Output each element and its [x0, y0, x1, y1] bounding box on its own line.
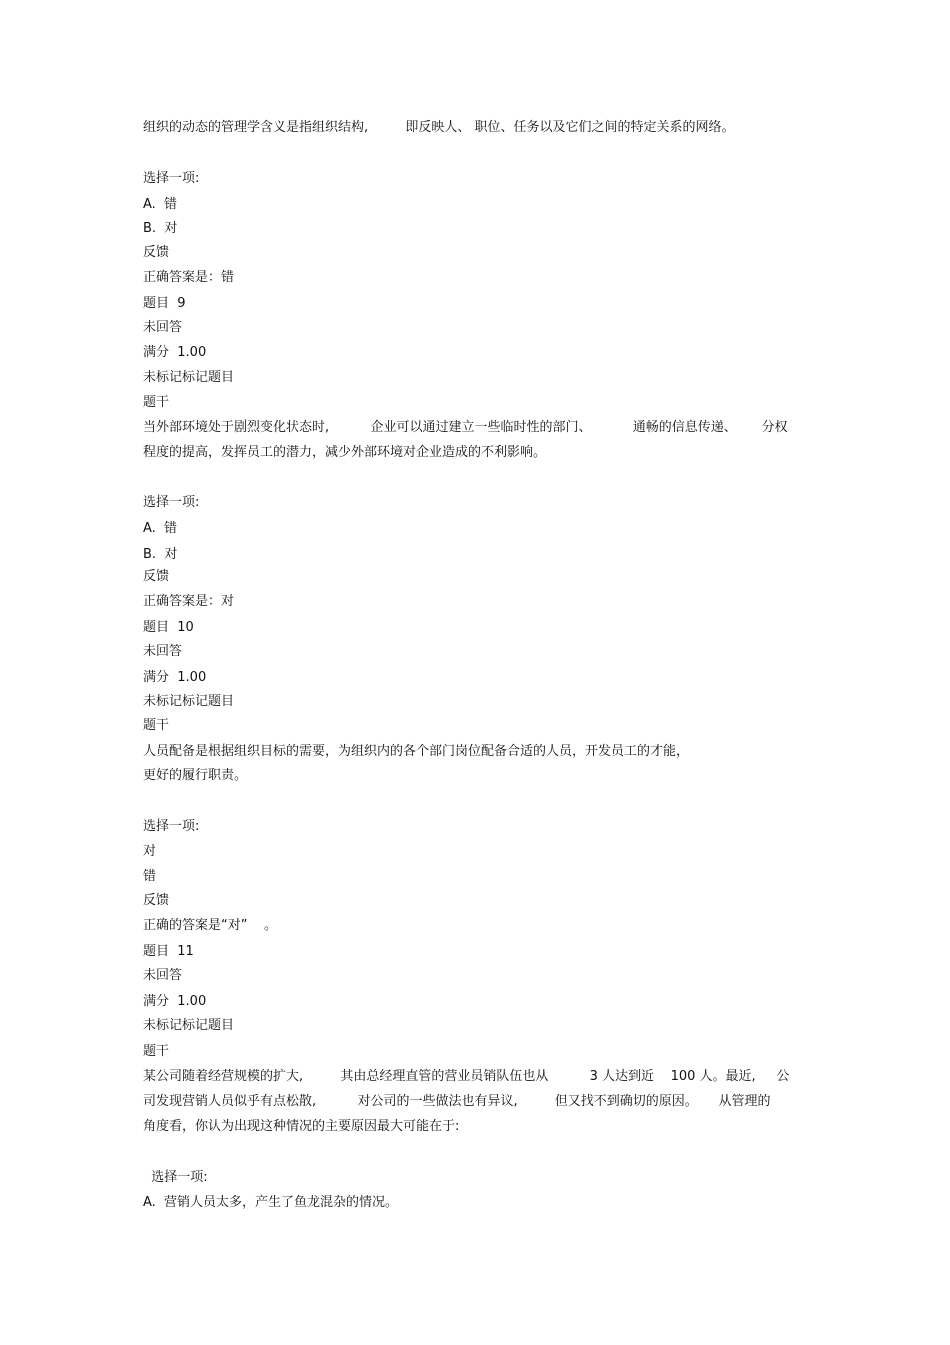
correct-answer: 正确答案是：错 [143, 270, 235, 285]
option-true[interactable]: 对 [143, 844, 157, 859]
question-score: 满分 1.00 [143, 670, 207, 685]
flag-question-link[interactable]: 未标记标记题目 [143, 694, 235, 709]
flag-question-link[interactable]: 未标记标记题目 [143, 1018, 235, 1033]
option-a[interactable]: A. 错 [143, 521, 178, 536]
question-11-stem-line-3: 角度看，你认为出现这种情况的主要原因最大可能在于: [143, 1119, 460, 1134]
option-b[interactable]: B. 对 [143, 547, 178, 562]
question-10-stem-line-2: 更好的履行职责。 [143, 768, 248, 783]
correct-answer: 正确的答案是“对” 。 [143, 918, 277, 933]
question-stem-heading: 题干 [143, 1044, 170, 1059]
flag-question-link[interactable]: 未标记标记题目 [143, 370, 235, 385]
question-number: 题目 10 [143, 620, 194, 635]
correct-answer: 正确答案是：对 [143, 594, 235, 609]
question-score: 满分 1.00 [143, 994, 207, 1009]
question-status: 未回答 [143, 968, 183, 983]
question-9-stem-line-2: 程度的提高，发挥员工的潜力，减少外部环境对企业造成的不利影响。 [143, 445, 547, 460]
feedback-heading: 反馈 [143, 893, 170, 908]
choose-one-label: 选择一项: [143, 819, 200, 834]
choose-one-label: 选择一项: [143, 1170, 208, 1185]
question-status: 未回答 [143, 320, 183, 335]
question-8-stem: 组织的动态的管理学含义是指组织结构, 即反映人、 职位、任务以及它们之间的特定关系的网络。 [143, 120, 735, 135]
question-11-stem-line-1: 某公司随着经营规模的扩大, 其由总经理直管的营业员销队伍也从 3 人达到近 100 人。最近, 公 [143, 1069, 790, 1084]
question-stem-heading: 题干 [143, 395, 170, 410]
option-a[interactable]: A. 营销人员太多，产生了鱼龙混杂的情况。 [143, 1195, 399, 1210]
choose-one-label: 选择一项: [143, 171, 200, 186]
choose-one-label: 选择一项: [143, 495, 200, 510]
question-number: 题目 9 [143, 296, 186, 311]
feedback-heading: 反馈 [143, 245, 170, 260]
option-b[interactable]: B. 对 [143, 221, 178, 236]
question-number: 题目 11 [143, 944, 194, 959]
question-stem-heading: 题干 [143, 718, 170, 733]
question-status: 未回答 [143, 644, 183, 659]
question-9-stem-line-1: 当外部环境处于剧烈变化状态时, 企业可以通过建立一些临时性的部门、 通畅的信息传递、 分权 [143, 420, 788, 435]
option-false[interactable]: 错 [143, 869, 157, 884]
question-11-stem-line-2: 司发现营销人员似乎有点松散, 对公司的一些做法也有异议, 但又找不到确切的原因。 从管理的 [143, 1094, 771, 1109]
option-a[interactable]: A. 错 [143, 197, 178, 212]
feedback-heading: 反馈 [143, 569, 170, 584]
question-score: 满分 1.00 [143, 345, 207, 360]
question-10-stem-line-1: 人员配备是根据组织目标的需要，为组织内的各个部门岗位配备合适的人员，开发员工的才能， [143, 744, 690, 759]
